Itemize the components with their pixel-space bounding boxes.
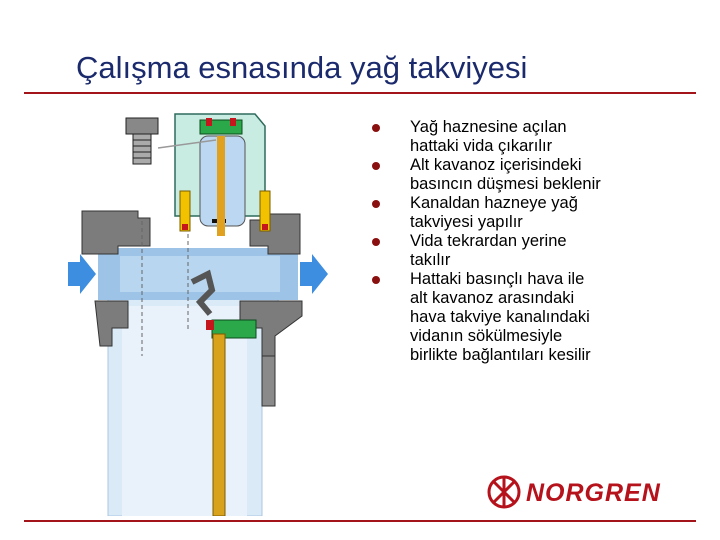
bowl-thread-right: [262, 356, 275, 406]
bullet-icon: [372, 162, 380, 170]
bullet-item: Vida tekrardan yerine takılır: [370, 232, 690, 270]
bullet-item: Kanaldan hazneye yağ takviyesi yapılır: [370, 194, 690, 232]
bullet-item: Hattaki basınçlı hava ile alt kavanoz arasındaki hava takviye kanalındaki vidanın sökülmesiyle birlikte bağlantıları kesilir: [370, 270, 690, 365]
bullet-icon: [372, 124, 380, 132]
siphon-tube: [213, 334, 225, 516]
removed-screw-icon: [126, 118, 158, 164]
outlet-arrow-icon: [300, 254, 328, 294]
footer-divider: [24, 520, 696, 522]
bullet-icon: [372, 238, 380, 246]
page-title: Çalışma esnasında yağ takviyesi: [76, 50, 528, 85]
bullet-icon: [372, 276, 380, 284]
bullet-list: [370, 118, 690, 365]
norgren-wordmark: NORGREN: [526, 479, 661, 507]
oil-feed-tube: [217, 136, 225, 236]
norgren-swirl-icon: [489, 477, 519, 507]
title-divider: [24, 92, 696, 94]
inlet-arrow-icon: [68, 254, 96, 294]
norgren-logo: [484, 470, 699, 514]
body-left: [82, 211, 150, 254]
bullet-icon: [372, 200, 380, 208]
bullet-item: Alt kavanoz içerisindeki basıncın düşmesi beklenir: [370, 156, 690, 194]
lubricator-cross-section-diagram: [0, 96, 370, 516]
bullet-item: Yağ haznesine açılan hattaki vida çıkarılır: [370, 118, 690, 156]
